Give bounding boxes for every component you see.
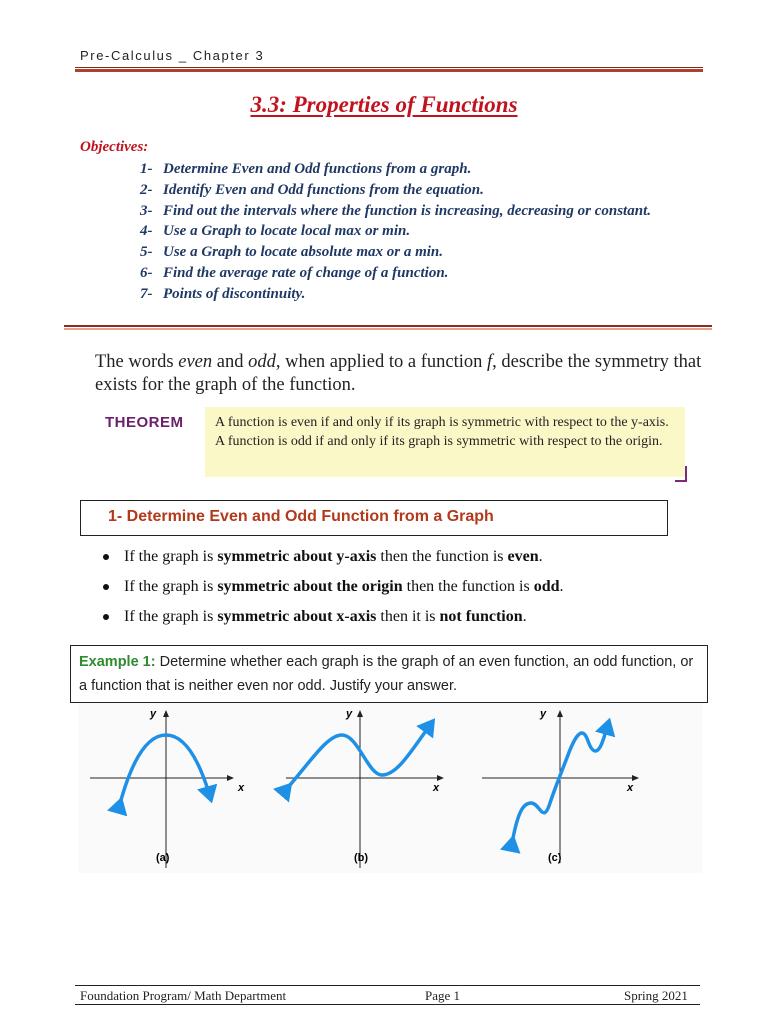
objective-number: 6- (140, 264, 153, 281)
term-even: even (178, 352, 213, 372)
x-axis-label: x (433, 782, 440, 794)
y-axis-label: y (540, 708, 547, 720)
graph-b (286, 708, 443, 868)
objective-item (140, 242, 702, 263)
objective-item (140, 221, 702, 242)
footer-left: Foundation Program/ Math Department (80, 988, 287, 1003)
objective-number: 4- (140, 223, 153, 240)
example-box (70, 645, 708, 703)
objective-text: Find the average rate of change of a function. (163, 264, 449, 281)
theorem-box: A function is even if and only if its graph is symmetric with respect to the y-axis. A function is odd if and only if its graph is symmetric with respect to the origin. (205, 407, 685, 477)
objective-number: 1- (140, 161, 153, 177)
graphs-svg (78, 703, 702, 873)
objective-text: Points of discontinuity. (163, 285, 306, 302)
objective-number: 3- (140, 202, 153, 219)
bullet-icon (103, 584, 109, 590)
graph-c (482, 708, 638, 864)
objective-text: Use a Graph to locate local max or min. (163, 223, 411, 240)
footer-rule-bottom (75, 1004, 700, 1005)
header-rule (75, 67, 703, 68)
section-title: 3.3: Properties of Functions (250, 92, 518, 117)
rule-item: If the graph is symmetric about the origin then the function is odd. (100, 575, 710, 605)
objective-item (140, 284, 702, 305)
objective-text: Determine Even and Odd functions from a graph. (163, 161, 472, 177)
x-axis-label: x (238, 782, 245, 794)
graphs-figure (78, 703, 702, 873)
objective-text: Find out the intervals where the function is increasing, decreasing or constant. (163, 202, 651, 219)
x-axis-label: x (627, 782, 634, 794)
graph-a (90, 708, 245, 868)
running-header: Pre-Calculus _ Chapter 3 (80, 48, 265, 63)
rule-item: If the graph is symmetric about y-axis then the function is even. (100, 545, 710, 575)
theorem-corner-mark (675, 466, 687, 482)
caption-a: (a) (156, 852, 170, 864)
footer-page-number: Page 1 (425, 988, 461, 1003)
objective-item (140, 263, 702, 284)
bullet-icon (103, 614, 109, 620)
curve-b (290, 721, 433, 785)
bullet-icon (103, 554, 109, 560)
caption-b: (b) (354, 852, 369, 864)
objective-item (140, 159, 702, 180)
objectives-divider (64, 325, 712, 327)
objective-text: Use a Graph to locate absolute max or a min. (163, 244, 444, 261)
section-heading: 1- Determine Even and Odd Function from a Graph (108, 508, 494, 525)
footer-right: Spring 2021 (624, 988, 688, 1003)
caption-c: (c) (548, 852, 562, 864)
objective-number: 5- (140, 244, 153, 261)
intro-paragraph: The words even and odd, when applied to a function f, describe the symmetry that exists for the graph of the function. (95, 352, 702, 395)
theorem-label: THEOREM (105, 414, 184, 431)
objective-text: Identify Even and Odd functions from the equation. (163, 181, 484, 198)
footer-rule (75, 985, 700, 986)
header-rule-thick (75, 69, 703, 72)
objectives-label: Objectives: (80, 139, 149, 155)
curve-c (513, 721, 609, 838)
y-axis-label: y (150, 708, 157, 720)
objective-item (140, 201, 702, 222)
objective-number: 7- (140, 285, 153, 302)
objectives-divider-light (64, 328, 712, 330)
objective-item (140, 180, 702, 201)
objective-number: 2- (140, 181, 153, 198)
example-text: Determine whether each graph is the graph of an even function, an odd function, or a function that is neither even nor odd. Justify your answer. (79, 654, 694, 694)
objectives-list (140, 159, 702, 305)
rules-list (100, 545, 710, 635)
term-odd: odd (248, 352, 276, 372)
term-f: f (487, 352, 493, 372)
rule-item: If the graph is symmetric about x-axis then it is not function. (100, 605, 710, 635)
example-label: Example 1: (79, 654, 156, 670)
y-axis-label: y (346, 708, 353, 720)
